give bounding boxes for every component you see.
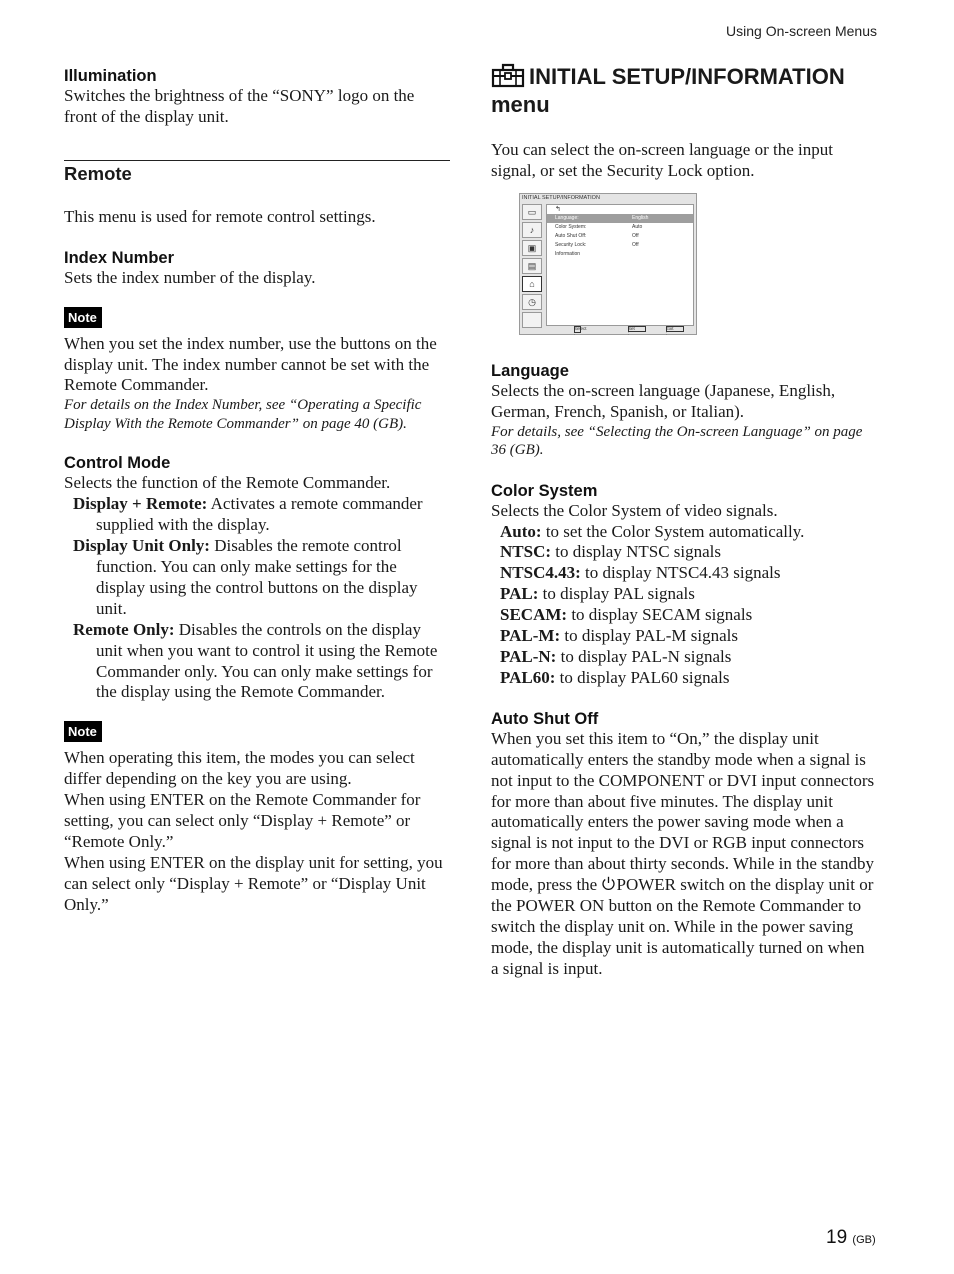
screen-title: INITIAL SETUP/INFORMATION bbox=[522, 195, 600, 201]
auto-shut-off-text: When you set this item to “On,” the display unit automatically enters the standby mode when a signal is not input to the COMPONENT or DVI input connectors for more than about five minutes. The display unit automatically enters the power saving mode when a signal is not input to the DVI or RGB input connectors for more than about thirty seconds. While in the standby mode, press the POWER switch on the display unit or the POWER ON button on the Remote Commander to switch the display unit on. While in the power saving mode, the display unit is automatically turned on when a signal is input. bbox=[491, 728, 875, 978]
color-system-item: PAL-M: to display PAL-M signals bbox=[500, 626, 738, 646]
index-number-text: Sets the index number of the display. bbox=[64, 267, 316, 287]
control-mode-item: Display Unit Only: Disables the remote control function. You can only make settings for the display using the control buttons on the display unit. bbox=[73, 536, 418, 618]
color-system-item: PAL60: to display PAL60 signals bbox=[500, 667, 730, 687]
menu-screenshot: INITIAL SETUP/INFORMATION ▭ ♪ ▣ ▤ ⌂ ◷ ↰ Language: English Color System: Auto Auto Shut Off: Off Security Lock: Off Information Select : Set : Exit : bbox=[519, 193, 697, 335]
page-number: 19 (GB) bbox=[826, 1227, 876, 1248]
control-mode-item: Remote Only: Disables the controls on the display unit when you want to control it using the Remote Commander only. You can only make settings for the display using the Remote Commander. bbox=[73, 619, 438, 702]
index-number-heading: Index Number bbox=[64, 248, 175, 267]
screen-icon: ▣ bbox=[522, 240, 542, 256]
color-system-item: NTSC: to display NTSC signals bbox=[500, 542, 722, 562]
picture-icon: ▭ bbox=[522, 204, 542, 220]
clock-icon: ◷ bbox=[522, 294, 542, 310]
color-system-heading: Color System bbox=[491, 481, 598, 500]
note-label: Note bbox=[64, 721, 102, 742]
color-system-text: Selects the Color System of video signals. bbox=[491, 500, 778, 520]
color-system-item: Auto: to set the Color System automatically. bbox=[500, 521, 805, 541]
screen-back-row bbox=[547, 205, 693, 214]
left-column bbox=[64, 66, 450, 916]
color-system-item: PAL: to display PAL signals bbox=[500, 584, 695, 604]
screen-row: Auto Shut Off: Off bbox=[555, 233, 639, 239]
remote-intro: This menu is used for remote control settings. bbox=[64, 206, 376, 226]
color-system-item: PAL-N: to display PAL-N signals bbox=[500, 646, 732, 666]
section-rule bbox=[64, 160, 450, 161]
control-mode-note-line: When using ENTER on the Remote Commander for setting, you can select only “Display + Remote” or “Remote Only.” bbox=[64, 790, 421, 851]
control-mode-heading: Control Mode bbox=[64, 454, 171, 473]
index-number-note: When you set the index number, use the buttons on the display unit. The index number cannot be set with the Remote Commander. bbox=[64, 333, 437, 395]
index-number-reference: For details on the Index Number, see “Operating a Specific Display With the Remote Commander” on page 40 (GB). bbox=[64, 397, 422, 432]
sound-icon: ♪ bbox=[522, 222, 542, 238]
screen-icon-bar bbox=[522, 204, 544, 330]
toolbox-icon bbox=[491, 62, 525, 93]
control-mode-note-line: When using ENTER on the display unit for setting, you can select only “Display + Remote” or “Display Unit Only.” bbox=[64, 852, 443, 914]
return-icon: ↰ bbox=[555, 206, 561, 213]
illumination-text: Switches the brightness of the “SONY” logo on the front of the display unit. bbox=[64, 86, 415, 126]
screen-row: Color System: Auto bbox=[555, 224, 643, 230]
language-text: Selects the on-screen language (Japanese, English, German, French, Spanish, or Italian). bbox=[491, 380, 836, 421]
control-mode-text: Selects the function of the Remote Commander. bbox=[64, 473, 391, 493]
menu-title: INITIAL SETUP/INFORMATION menu bbox=[491, 64, 845, 117]
running-header: Using On-screen Menus bbox=[726, 23, 877, 39]
illumination-heading: Illumination bbox=[64, 67, 157, 85]
screen-panel bbox=[546, 204, 694, 326]
screen-row: Security Lock: Off bbox=[555, 242, 639, 248]
language-reference: For details, see “Selecting the On-screen Language” on page 36 (GB). bbox=[491, 423, 863, 459]
control-mode-item: Display + Remote: Activates a remote commander supplied with the display. bbox=[73, 494, 423, 535]
remote-heading: Remote bbox=[64, 162, 132, 184]
power-icon bbox=[601, 876, 616, 891]
right-column bbox=[491, 62, 876, 980]
note-label: Note bbox=[64, 307, 102, 328]
screen-row: Information bbox=[555, 251, 581, 257]
blank-icon bbox=[522, 312, 542, 328]
setup-icon: ▤ bbox=[522, 258, 542, 274]
language-heading: Language bbox=[491, 361, 569, 380]
color-system-item: SECAM: to display SECAM signals bbox=[500, 605, 753, 625]
color-system-item: NTSC4.43: to display NTSC4.43 signals bbox=[500, 563, 781, 583]
menu-intro: You can select the on-screen language or the input signal, or set the Security Lock option. bbox=[491, 140, 833, 180]
initial-setup-icon: ⌂ bbox=[522, 276, 542, 292]
screen-row: Language: English bbox=[547, 214, 693, 223]
auto-shut-off-heading: Auto Shut Off bbox=[491, 709, 599, 728]
control-mode-note-line: When operating this item, the modes you can select differ depending on the key you are using. bbox=[64, 748, 415, 789]
